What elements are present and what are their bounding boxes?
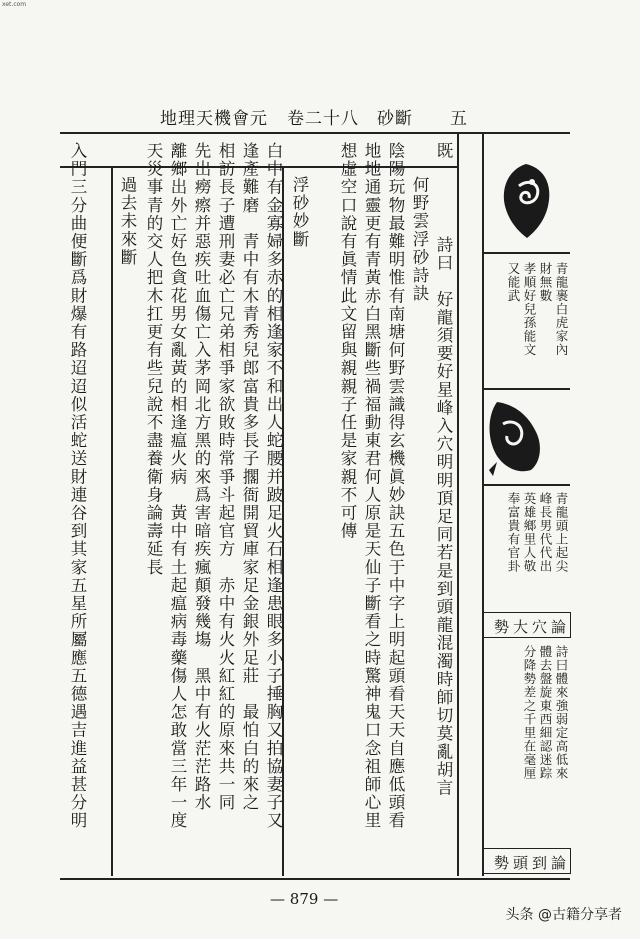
caption-line: 財無數 xyxy=(538,262,553,303)
box-title: 論穴大勢 xyxy=(493,618,570,636)
volume-label: 卷二十八 xyxy=(287,109,359,129)
section-heading: 過去未來斷 xyxy=(118,176,137,267)
column-rule xyxy=(482,133,484,876)
page-number-value: 879 xyxy=(289,890,319,908)
watermark: 头条 @古籍分享者 xyxy=(505,907,622,923)
section-box-title2 xyxy=(483,848,571,874)
text-column: 詩曰 好龍須要好星峰入穴明明頂足同若是到頭龍混濁時師切莫亂胡言 xyxy=(434,236,453,798)
section-title: 砂斷 xyxy=(377,109,413,129)
text-column: 想虛空口說有眞情此文留與親親子任是家親不可傳 xyxy=(338,142,357,541)
text-column: 白中有金寡婦多赤的相逢家不和出人蛇腰并跛足火石相逢患眼多小子捶胸又拍協妻子又 xyxy=(264,142,283,830)
caption-line: 峰長男代代出 xyxy=(538,492,553,573)
text-column: 入門三分曲便斷爲財爆有路迢迢似活蛇送財連谷到其家五星所屬應五德遇吉進益甚分明 xyxy=(68,142,87,830)
text-column: 陰陽玩物最難明惟有南塘何野雲識得玄機眞妙訣五色于中字上明起頭看天天自應低頭看 xyxy=(386,142,405,830)
column-rule xyxy=(111,166,113,876)
text-column: 先出癆瘵并惡疾吐血傷亡入茅岡北方黑的來爲害暗疾瘋顛發幾塲 黑中有火茫茫路水 xyxy=(192,142,211,812)
page-header xyxy=(160,104,470,128)
box-title: 論到頭勢 xyxy=(493,854,570,872)
text-column: 天災事青的交人把木扛更有些兒說不盡養衛身論壽延長 xyxy=(144,142,163,577)
poem-line: 詩曰體來強弱定高低來 xyxy=(554,645,569,780)
text-column: 何野雲浮砂詩訣 xyxy=(410,176,429,303)
page-number: — 879 — xyxy=(270,890,339,908)
text-column: 地地通靈更有青黃赤白黑斷些禍福動東君何人原是天仙子斷看之時驚神鬼口念祖師心里 xyxy=(362,142,381,830)
section-box-title1 xyxy=(483,612,571,638)
caption-line: 又能武 xyxy=(506,262,521,303)
book-title: 地理天機會元 xyxy=(160,109,268,129)
dragon-tiger-emblem xyxy=(497,160,555,242)
caption-line: 孝順好兒孫能文 xyxy=(522,262,537,357)
site-mark: xet.com xyxy=(2,1,27,8)
section-heading: 浮砂妙斷 xyxy=(290,176,309,249)
poem-line: 體去盤旋東西細認迷踪 xyxy=(538,645,553,780)
text-column: 既 xyxy=(434,142,453,161)
text-column: 逢產難磨 青中有木青秀兒郎富貴多長子擱衙開貿庫家足金銀外足莊 最怕白的來之 xyxy=(240,142,259,812)
caption-rule xyxy=(483,484,570,486)
poem-line: 分降勢差之千里在毫厘 xyxy=(522,645,537,780)
caption-line: 青龍頭上起尖 xyxy=(554,492,569,573)
caption-line: 英雄鄉里人敬 xyxy=(522,492,537,573)
text-column: 相訪長子遭刑妻必亡兄弟相爭家欲敗時常爭斗起官方 赤中有火火紅紅的原來共一同 xyxy=(216,142,235,812)
column-rule xyxy=(457,133,459,876)
caption-line: 青龍裹白虎家內 xyxy=(554,262,569,357)
caption-rule xyxy=(483,388,570,390)
text-column: 離鄉出外亡好色貪花男女亂黃的相逢瘟火病 黃中有土起瘟病毒藥傷人怎敢當三年一度 xyxy=(168,142,187,830)
dragon-head-emblem xyxy=(483,396,545,478)
page-number-cn: 五 xyxy=(450,109,468,129)
caption-line: 奉富貴有官卦 xyxy=(506,492,521,573)
caption-rule xyxy=(483,252,570,254)
